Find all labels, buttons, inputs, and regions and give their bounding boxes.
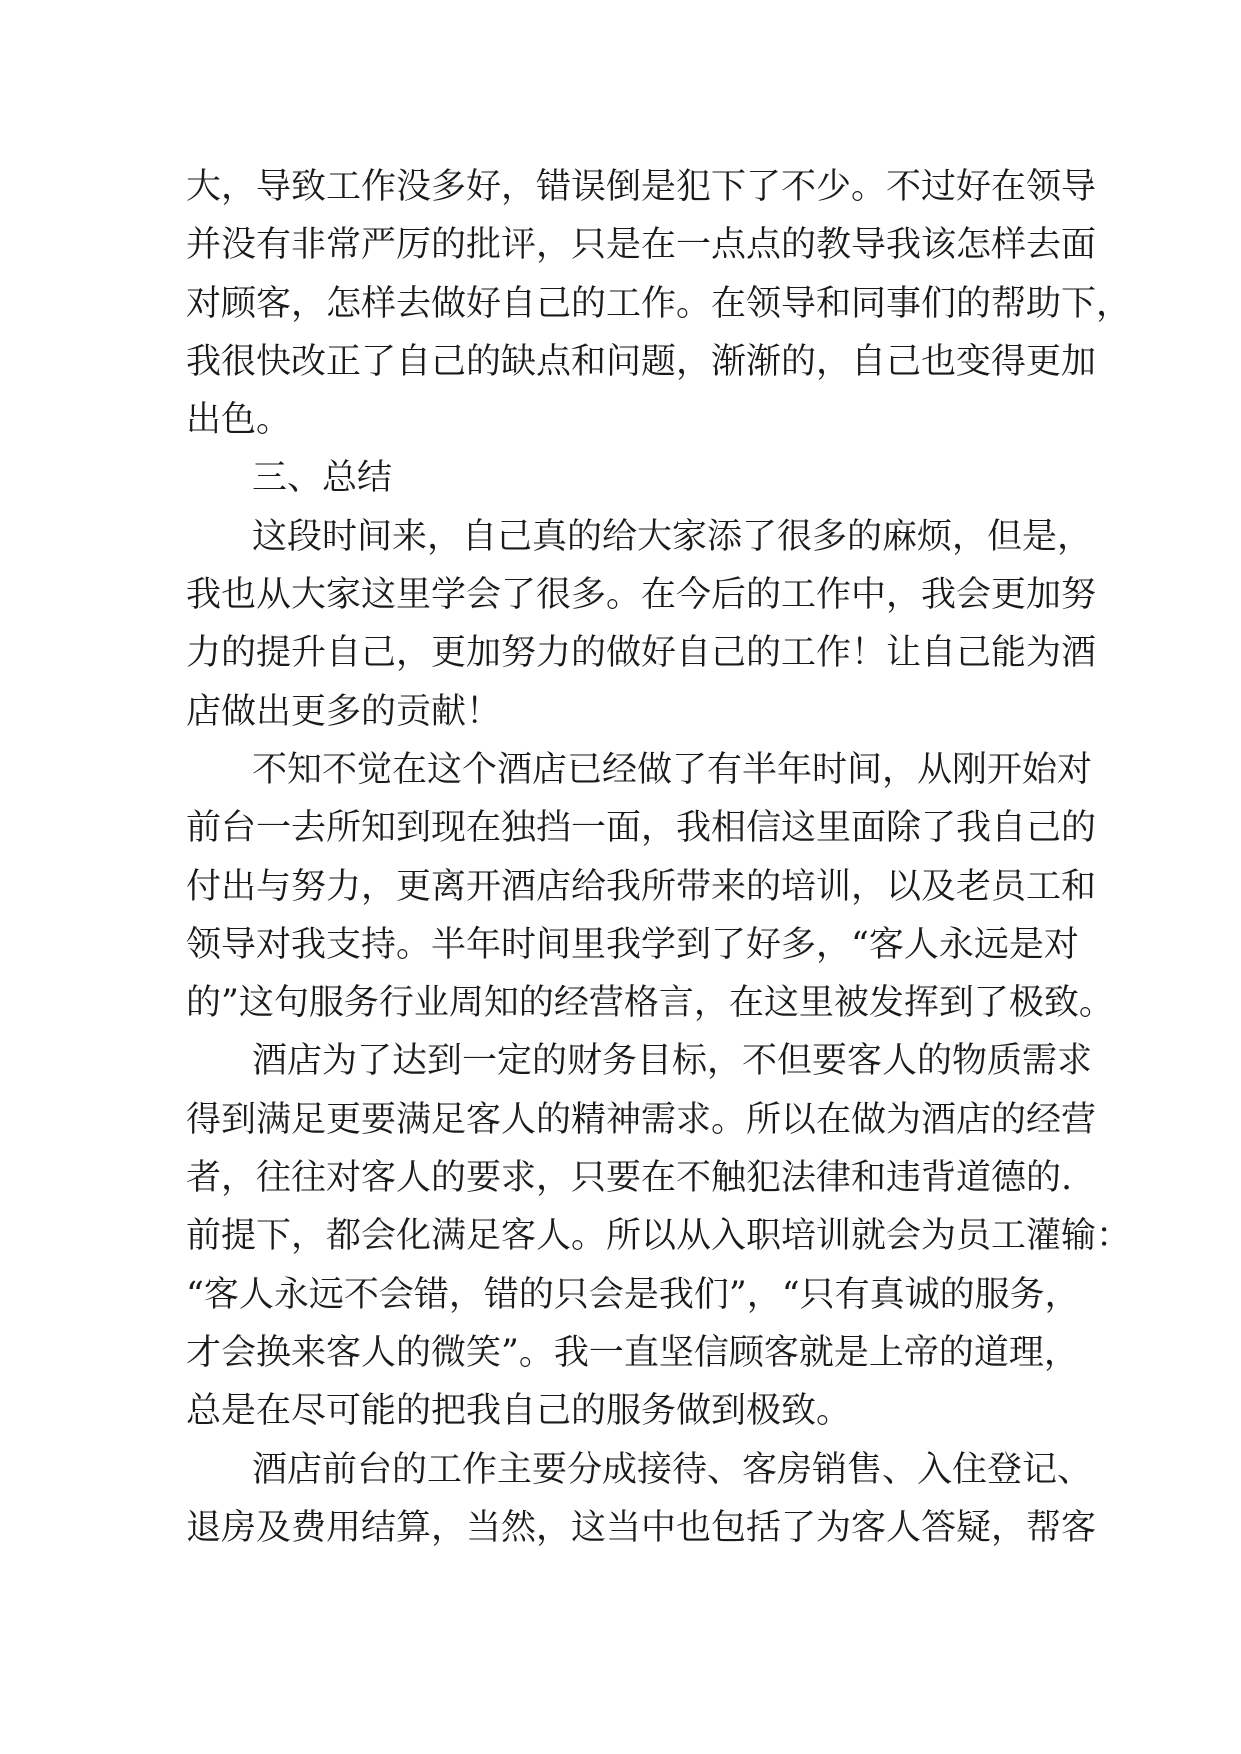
text-line: 我也从大家这里学会了很多。在今后的工作中，我会更加努 xyxy=(186,575,1097,616)
text-line: 得到满足更要满足客人的精神需求。所以在做为酒店的经营 xyxy=(186,1099,1097,1140)
text-line: 前台一去所知到现在独挡一面，我相信这里面除了我自己的 xyxy=(186,808,1097,849)
text-line: 这段时间来，自己真的给大家添了很多的麻烦，但是， xyxy=(252,516,1093,557)
text-line: 店做出更多的贡献！ xyxy=(186,691,502,732)
text-line: 力的提升自己，更加努力的做好自己的工作！让自己能为酒 xyxy=(186,633,1097,674)
text-line: 不知不觉在这个酒店已经做了有半年时间，从刚开始对 xyxy=(252,749,1093,790)
text-line: 退房及费用结算，当然，这当中也包括了为客人答疑，帮客 xyxy=(186,1507,1097,1548)
text-line: 付出与努力，更离开酒店给我所带来的培训，以及老员工和 xyxy=(186,866,1097,907)
text-line: 者，往往对客人的要求，只要在不触犯法律和违背道德的. xyxy=(186,1158,1073,1199)
text-line: 对顾客，怎样去做好自己的工作。在领导和同事们的帮助下， xyxy=(186,283,1132,324)
text-line: 酒店为了达到一定的财务目标，不但要客人的物质需求 xyxy=(252,1041,1093,1082)
text-line: 出色。 xyxy=(186,400,292,441)
text-line: 酒店前台的工作主要分成接待、客房销售、入住登记、 xyxy=(252,1449,1093,1490)
text-line: “客人永远不会错，错的只会是我们”，“只有真诚的服务， xyxy=(186,1274,1080,1315)
document-body xyxy=(186,158,1132,1557)
text-line: 总是在尽可能的把我自己的服务做到极致。 xyxy=(186,1391,852,1432)
text-line: 我很快改正了自己的缺点和问题，渐渐的，自己也变得更加 xyxy=(186,341,1097,382)
text-line: 领导对我支持。半年时间里我学到了好多，“客人永远是对 xyxy=(186,924,1079,965)
text-line: 三、总结 xyxy=(252,458,393,499)
text-line: 大，导致工作没多好，错误倒是犯下了不少。不过好在领导 xyxy=(186,167,1097,207)
text-line: 才会换来客人的微笑”。我一直坚信顾客就是上帝的道理， xyxy=(186,1332,1079,1373)
text-line: 的”这句服务行业周知的经营格言，在这里被发挥到了极致。 xyxy=(186,983,1114,1024)
text-line: 并没有非常严厉的批评，只是在一点点的教导我该怎样去面 xyxy=(186,225,1097,266)
text-line: 前提下，都会化满足客人。所以从入职培训就会为员工灌输： xyxy=(186,1216,1132,1257)
